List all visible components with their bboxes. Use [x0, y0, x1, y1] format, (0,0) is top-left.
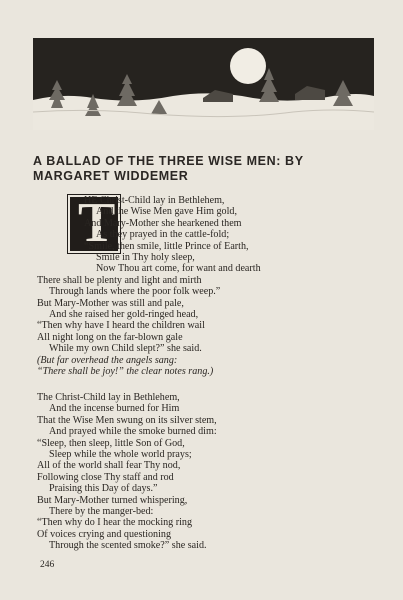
poem-line: While my own Child slept?” she said.: [49, 343, 202, 355]
poem-line: But Mary-Mother turned whispering,: [37, 494, 188, 506]
poem-line: (But far overhead the angels sang:: [37, 354, 178, 366]
stanza-1: [37, 195, 261, 378]
drop-cap-letter: T: [78, 195, 116, 253]
poem-line: And prayed while the smoke burned dim:: [49, 426, 217, 438]
poem-line: And she raised her gold-ringed head,: [49, 309, 199, 321]
poem-line: Smile in Thy holy sleep,: [96, 252, 195, 264]
poem-line: And the Wise Men gave Him gold,: [96, 206, 237, 218]
poem-line: Through lands where the poor folk weep.”: [49, 286, 221, 298]
poem-line: “There shall be joy!” the clear notes rang.): [37, 366, 214, 378]
poem-line: Through the scented smoke?” she said.: [49, 540, 207, 552]
poem-line: Now Thou art come, for want and dearth: [96, 263, 261, 275]
header-illustration: [33, 38, 374, 130]
poem-line: “Sleep, then sleep, little Son of God,: [37, 437, 185, 449]
poem-line: Sleep while the whole world prays;: [49, 449, 192, 461]
stanza-2: [37, 392, 217, 552]
poem-line: All night long on the far-blown gale: [37, 331, 183, 343]
poem-title: A BALLAD OF THE THREE WISE MEN: BY MARGARET WIDDEMER: [33, 154, 304, 183]
poem-line: There shall be plenty and light and mirth: [37, 274, 202, 286]
poem-line: Of voices crying and questioning: [37, 528, 171, 540]
poem-line: And Mary-Mother she hearkened them: [84, 217, 242, 229]
poem-line: “Then why do I hear the mocking ring: [37, 517, 193, 529]
poem-line: And the incense burned for Him: [49, 403, 180, 415]
moon: [230, 48, 266, 84]
poem-line: Praising this Day of days.”: [49, 483, 158, 495]
page-number: 246: [40, 560, 55, 570]
poem-line: “Smile, then smile, little Prince of Earth,: [84, 240, 249, 252]
poem-line: Following close Thy staff and rod: [37, 471, 174, 483]
poem-line: There by the manger-bed:: [49, 506, 154, 518]
poem-line: But Mary-Mother was still and pale,: [37, 297, 184, 309]
poem-line: As they prayed in the cattle-fold;: [96, 229, 230, 241]
poem-line: The Christ-Child lay in Bethlehem,: [37, 392, 180, 403]
poem-line: “Then why have I heard the children wail: [37, 320, 205, 332]
poem-line: That the Wise Men swung on its silver stem,: [37, 414, 217, 426]
poem-line: All of the world shall fear Thy nod,: [37, 460, 181, 472]
poem-line: HE Christ-Child lay in Bethlehem,: [84, 195, 225, 206]
